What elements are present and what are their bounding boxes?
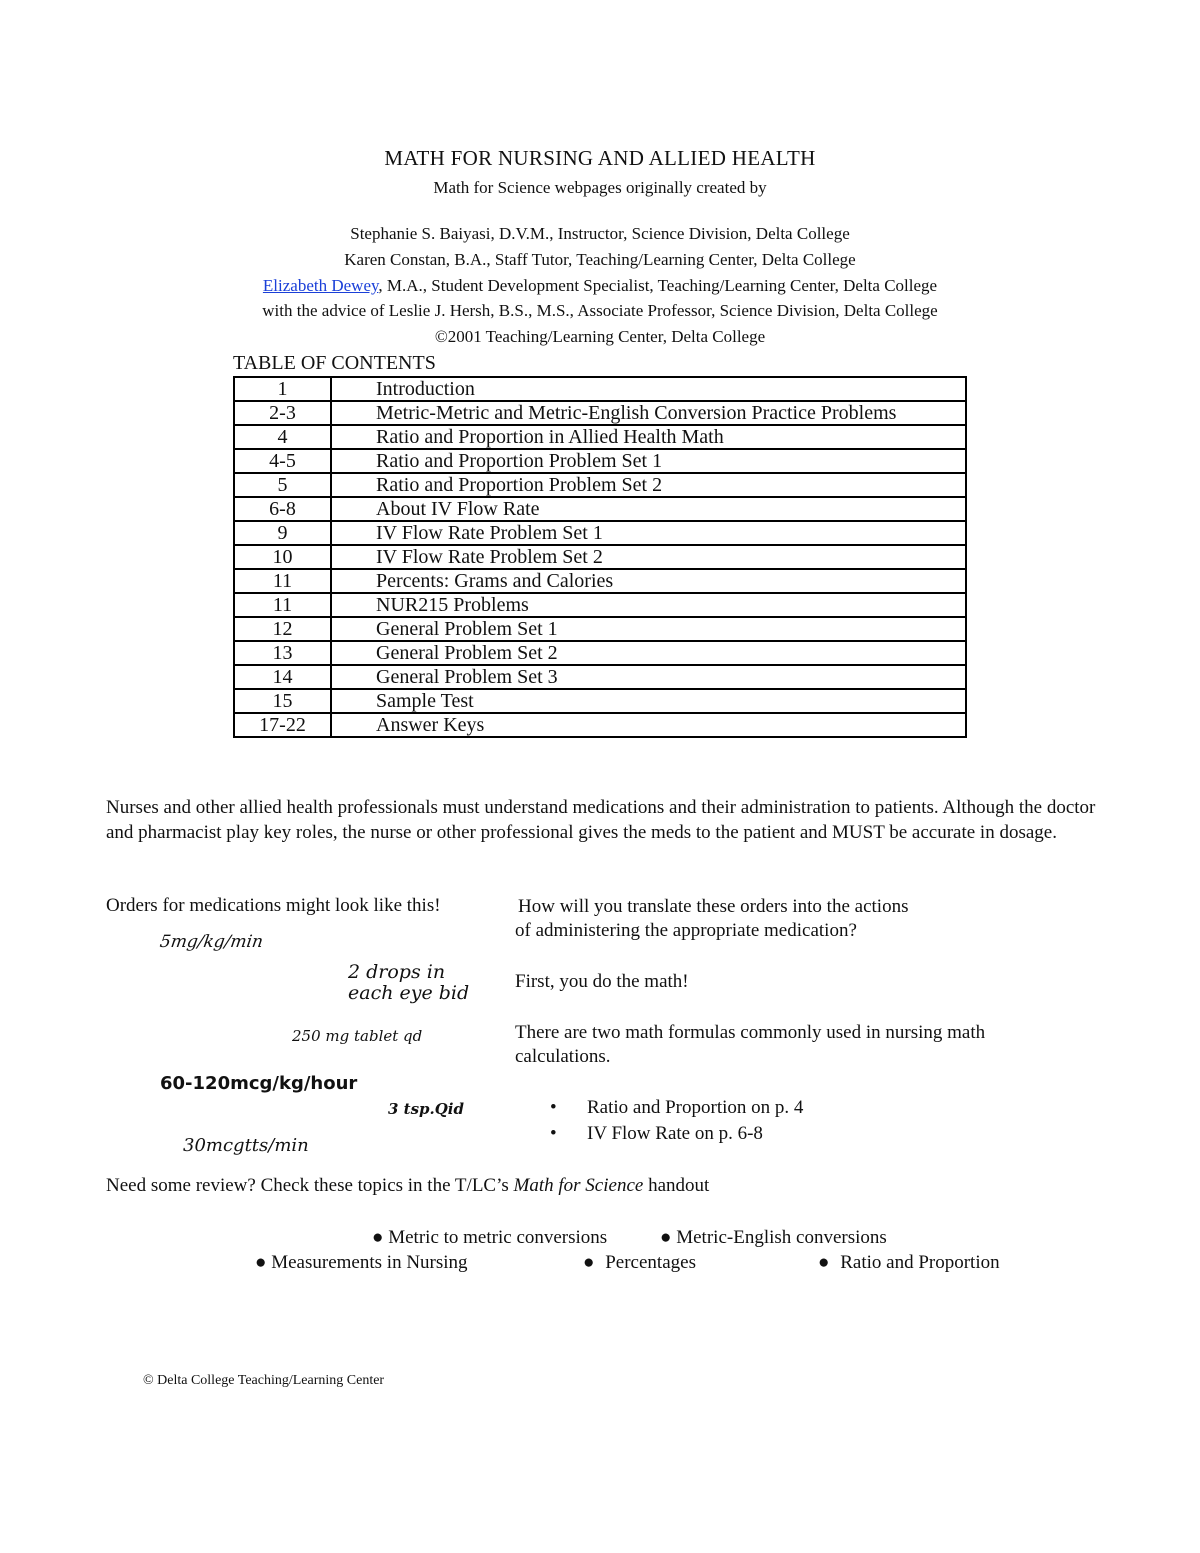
toc-label: General Problem Set 2: [331, 641, 966, 665]
toc-row: [234, 377, 966, 401]
handwritten-order-2a: 2 drops in: [348, 961, 446, 983]
topic-text: Percentages: [605, 1252, 696, 1273]
toc-row: [234, 617, 966, 641]
topic-text: Metric-English conversions: [676, 1227, 887, 1248]
toc-label: About IV Flow Rate: [331, 497, 966, 521]
author-link[interactable]: Elizabeth Dewey: [262, 276, 379, 295]
toc-label: Sample Test: [331, 689, 966, 713]
subtitle: Math for Science webpages originally created by: [433, 178, 767, 197]
toc-label: Metric-Metric and Metric-English Conversion Practice Problems: [331, 401, 966, 425]
toc-page: 11: [234, 569, 331, 593]
toc-page: 12: [234, 617, 331, 641]
toc-page: 15: [234, 689, 331, 713]
handwritten-order-6: 30mcgtts/min: [183, 1135, 309, 1156]
toc-label: Ratio and Proportion in Allied Health Math: [331, 425, 966, 449]
toc-page: 13: [234, 641, 331, 665]
toc-row: [234, 521, 966, 545]
topic-bullet-icon: ●: [583, 1252, 595, 1273]
credit-line-3-text: , M.A., Student Development Specialist, Teaching/Learning Center, Delta College: [378, 276, 938, 295]
topic-ratio-proportion: [818, 1252, 1000, 1274]
formula-bullet-1-text: Ratio and Proportion on p. 4: [587, 1097, 804, 1118]
intro-paragraph: Nurses and other allied health professionals must understand medications and their administration to patients. Although the doctor and pharmacist play key roles, the nurse or other professional gives the meds to the patient and MUST be accurate in dosage.: [106, 797, 1096, 843]
toc-row: [234, 569, 966, 593]
toc-label: Ratio and Proportion Problem Set 1: [331, 449, 966, 473]
review-suffix: handout: [643, 1175, 710, 1196]
formulas-text: There are two math formulas commonly used in nursing math calculations.: [515, 1022, 986, 1067]
toc-title: TABLE OF CONTENTS: [233, 352, 436, 374]
toc-page: 4: [234, 425, 331, 449]
toc-page: 2-3: [234, 401, 331, 425]
copyright-line: ©2001 Teaching/Learning Center, Delta College: [434, 327, 766, 346]
topic-bullet-icon: ●: [255, 1252, 267, 1273]
handwritten-order-2b: each eye bid: [348, 982, 470, 1004]
topic-bullet-icon: ●: [818, 1252, 830, 1273]
toc-label: IV Flow Rate Problem Set 1: [331, 521, 966, 545]
toc-label: Answer Keys: [331, 713, 966, 737]
toc-label: NUR215 Problems: [331, 593, 966, 617]
toc-page: 14: [234, 665, 331, 689]
review-handout-title: Math for Science: [513, 1175, 644, 1196]
credit-line-4: with the advice of Leslie J. Hersh, B.S., M.S., Associate Professor, Science Division, Delta College: [262, 301, 938, 320]
toc-row: [234, 545, 966, 569]
formula-bullet-1: [550, 1097, 803, 1119]
toc-label: Percents: Grams and Calories: [331, 569, 966, 593]
toc-label: Introduction: [331, 377, 966, 401]
bullet-icon: •: [550, 1097, 557, 1118]
handwritten-order-2: [348, 962, 469, 1004]
toc-row: [234, 713, 966, 737]
toc-label: Ratio and Proportion Problem Set 2: [331, 473, 966, 497]
handwritten-order-5: 3 tsp.Qid: [388, 1100, 464, 1118]
question-line-1: How will you translate these orders into the actions: [518, 896, 909, 917]
toc-row: [234, 497, 966, 521]
review-prefix: Need some review? Check these topics in the T/LC’s: [106, 1175, 514, 1196]
handwritten-order-3: 250 mg tablet qd: [292, 1027, 423, 1045]
topic-metric-english: [660, 1227, 887, 1249]
toc-row: [234, 449, 966, 473]
toc-row: [234, 473, 966, 497]
toc-page: 10: [234, 545, 331, 569]
toc-page: 17-22: [234, 713, 331, 737]
footer: © Delta College Teaching/Learning Center: [143, 1373, 385, 1388]
first-do-math: First, you do the math!: [515, 971, 689, 992]
topic-percentages: [583, 1252, 696, 1274]
toc-label: IV Flow Rate Problem Set 2: [331, 545, 966, 569]
credit-line-3: [0, 276, 1200, 296]
toc-row: [234, 665, 966, 689]
toc-page: 9: [234, 521, 331, 545]
toc-page: 5: [234, 473, 331, 497]
topic-metric-metric: [372, 1227, 607, 1249]
topic-text: Ratio and Proportion: [840, 1252, 1000, 1273]
toc-table: [233, 376, 967, 738]
toc-row: [234, 593, 966, 617]
toc-page: 11: [234, 593, 331, 617]
question-line-2: of administering the appropriate medication?: [515, 920, 857, 941]
toc-page: 4-5: [234, 449, 331, 473]
formula-bullet-2: [550, 1123, 763, 1145]
review-line: [106, 1175, 709, 1197]
toc-page: 1: [234, 377, 331, 401]
handwritten-order-4: 60-120mcg/kg/hour: [160, 1073, 358, 1094]
toc-label: General Problem Set 3: [331, 665, 966, 689]
credit-line-2: Karen Constan, B.A., Staff Tutor, Teaching/Learning Center, Delta College: [344, 250, 856, 269]
toc-row: [234, 641, 966, 665]
toc-row: [234, 401, 966, 425]
topic-bullet-icon: ●: [660, 1227, 672, 1248]
topic-text: Metric to metric conversions: [388, 1227, 608, 1248]
toc-row: [234, 425, 966, 449]
topic-bullet-icon: ●: [372, 1227, 384, 1248]
toc-page: 6-8: [234, 497, 331, 521]
page-title: MATH FOR NURSING AND ALLIED HEALTH: [384, 146, 816, 170]
topic-text: Measurements in Nursing: [271, 1252, 468, 1273]
orders-label: Orders for medications might look like this!: [106, 895, 441, 916]
bullet-icon: •: [550, 1123, 557, 1144]
credit-line-1: Stephanie S. Baiyasi, D.V.M., Instructor, Science Division, Delta College: [350, 224, 850, 243]
toc-row: [234, 689, 966, 713]
formula-bullet-2-text: IV Flow Rate on p. 6-8: [587, 1123, 763, 1144]
handwritten-order-1: 5mg/kg/min: [158, 932, 265, 952]
toc-label: General Problem Set 1: [331, 617, 966, 641]
topic-measurements: [255, 1252, 468, 1274]
